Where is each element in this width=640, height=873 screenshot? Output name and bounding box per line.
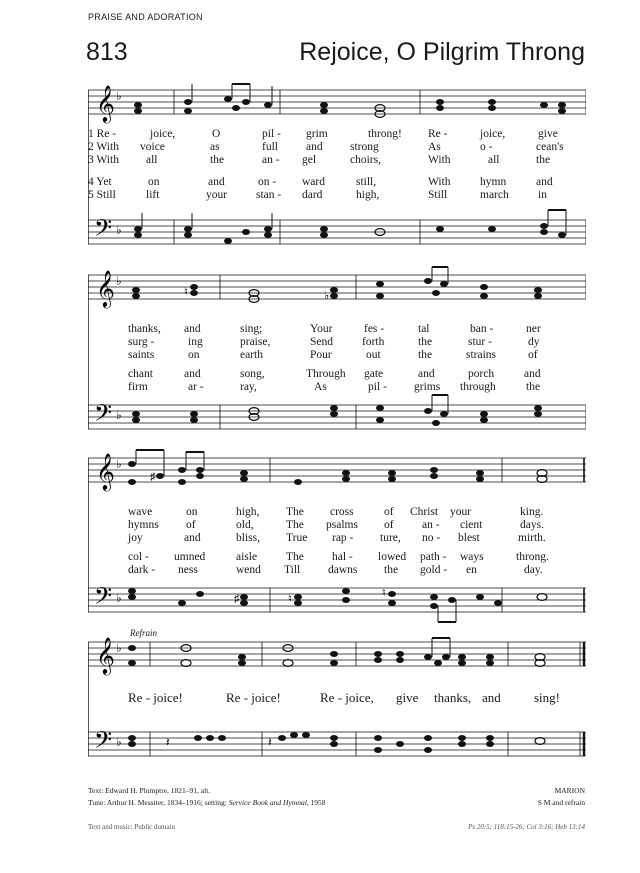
refrain-lyric-5: thanks, [434,690,472,705]
lyric-syllable: and [184,323,201,335]
lyric-syllable: stan - [256,189,282,201]
lyric-syllable: and [184,368,201,380]
svg-text:𝄢: 𝄢 [94,582,113,615]
lyric-syllable: in [538,189,547,201]
lyric-syllable: wave [128,506,153,518]
lyric-syllable: aisle [236,551,258,563]
svg-text:𝄽: 𝄽 [268,735,272,749]
lyric-syllable: ness [178,564,198,576]
lyric-syllable: king. [520,506,544,518]
svg-text:𝄞: 𝄞 [96,269,115,307]
lyric-syllable: choirs, [350,154,381,166]
lyric-syllable: chant [128,368,153,380]
lyric-syllable: 4 Yet [88,176,112,188]
lyric-syllable: O [212,128,221,140]
lyric-syllable: umned [174,551,206,563]
lyric-syllable: True [286,532,308,544]
lyric-syllable: Re - [428,128,448,140]
lyric-syllable: surg - [128,336,155,348]
svg-text:𝄽: 𝄽 [166,735,170,749]
lyric-syllable: of [384,519,394,531]
lyric-syllable: grims [414,381,441,393]
lyric-syllable: an - [262,154,280,166]
lyric-syllable: and [536,176,553,188]
lyric-syllable: joy [128,532,143,544]
hymn-number: 813 [86,38,128,66]
tune-credit: Tune: Arthur H. Messiter, 1834–1916; setting: Service Book and Hymnal, 1958 [88,798,326,807]
refrain-lyric-7: sing! [534,690,560,705]
tune-name: MARION [554,786,585,795]
lyric-syllable: tal [418,323,430,335]
lyric-syllable: gel [302,154,317,166]
svg-text:♭: ♭ [116,591,122,605]
text-credit: Text: Edward H. Plumptre, 1821–91, alt. [88,786,211,795]
lyric-syllable: song, [240,368,265,380]
lyric-syllable: firm [128,381,148,393]
lyric-syllable: hal - [332,551,353,563]
refrain-lyric-4: give [396,690,419,705]
lyric-syllable: The [286,551,304,563]
lyric-syllable: stur - [468,336,492,348]
lyric-syllable: thanks, [128,323,161,335]
svg-text:♭: ♭ [116,457,122,471]
staff-notation-1 [88,80,586,270]
music-system-refrain [88,632,586,782]
lyric-syllable: 5 Still [88,189,116,201]
svg-text:♭: ♭ [116,89,122,103]
lyric-syllable: march [480,189,509,201]
lyric-syllable: Pour [310,349,332,361]
lyric-syllable: day. [524,564,543,576]
lyric-syllable: lift [146,189,160,201]
section-label: PRAISE AND ADORATION [88,12,203,22]
svg-text:♭: ♭ [116,223,122,237]
lyric-syllable: Through [306,368,346,380]
lyric-syllable: fes - [364,323,385,335]
lyric-syllable: en [466,564,477,576]
lyric-syllable: the [384,564,399,576]
lyric-syllable: grim [306,128,328,140]
music-system-1 [88,80,586,270]
lyric-syllable: days. [520,519,544,531]
lyric-syllable: rap - [332,532,354,544]
lyric-syllable: ar - [188,381,204,393]
lyric-syllable: strains [466,349,497,361]
lyric-syllable: cross [330,506,354,518]
lyric-syllable: cean's [536,141,564,153]
lyric-syllable: the [418,349,433,361]
lyric-syllable: high, [236,506,260,518]
lyric-syllable: out [366,349,381,361]
lyric-syllable: ray, [240,381,257,393]
svg-text:♯: ♯ [150,471,156,483]
svg-text:♭: ♭ [324,290,330,302]
svg-text:♮: ♮ [184,286,188,298]
lyric-syllable: through [460,381,496,393]
lyric-syllable: Your [310,323,333,335]
lyric-syllable: and [184,532,201,544]
refrain-lyric-3: Re - joice, [320,690,374,705]
svg-text:𝄞: 𝄞 [96,452,115,490]
svg-text:𝄢: 𝄢 [94,726,113,759]
svg-text:♭: ♭ [116,408,122,422]
lyric-syllable: give [538,128,558,140]
lyric-syllable: col - [128,551,149,563]
lyric-syllable: The [286,519,304,531]
refrain-lyric-6: and [482,690,501,705]
lyric-syllable: Till [284,564,301,576]
lyric-syllable: gate [364,368,384,380]
lyric-syllable: praise, [240,336,271,348]
lyric-syllable: and [418,368,435,380]
lyric-syllable: full [262,141,278,153]
lyric-syllable: throng! [368,128,402,140]
lyric-syllable: ner [526,323,541,335]
lyric-syllable: an - [422,519,440,531]
refrain-label: Refrain [130,628,157,638]
lyric-syllable: throng. [516,551,549,563]
svg-text:𝄞: 𝄞 [96,636,115,674]
lyric-syllable: bliss, [236,532,260,544]
lyric-syllable: gold - [420,564,448,576]
lyric-syllable: high, [356,189,380,201]
svg-text:𝄢: 𝄢 [94,399,113,432]
lyric-syllable: hymns [128,519,159,531]
lyric-syllable: voice [140,141,165,153]
lyric-syllable: 2 With [88,141,119,153]
lyric-syllable: your [450,506,472,518]
lyric-syllable: all [488,154,500,166]
lyric-syllable: lowed [378,551,407,563]
lyric-syllable: Send [310,336,333,348]
lyric-syllable: on - [258,176,277,188]
lyric-syllable: the [210,154,225,166]
refrain-lyric-2: Re - joice! [226,690,281,705]
refrain-lyric-1: Re - joice! [128,690,183,705]
lyric-syllable: With [428,176,451,188]
lyric-syllable: ban - [470,323,494,335]
lyric-syllable: ward [302,176,325,188]
lyric-syllable: hymn [480,176,507,188]
lyric-syllable: of [528,349,538,361]
hymn-title: Rejoice, O Pilgrim Throng [299,38,585,66]
lyric-syllable: path - [420,551,447,563]
lyric-syllable: of [384,506,394,518]
lyric-syllable: on [186,506,198,518]
lyric-syllable: wend [236,564,261,576]
staff-notation-refrain [88,632,586,782]
svg-text:♯: ♯ [234,593,240,605]
lyric-syllable: the [418,336,433,348]
lyric-syllable: of [186,519,196,531]
lyric-syllable: 1 Re - [88,128,117,140]
lyric-syllable: all [146,154,158,166]
copyright-notice: Text and music: Public domain [88,823,175,831]
lyric-syllable: on [188,349,200,361]
lyric-syllable: saints [128,349,155,361]
svg-text:♮: ♮ [382,587,386,599]
lyric-syllable: still, [356,176,377,188]
lyric-syllable: joice, [150,128,176,140]
lyric-syllable: cient [460,519,483,531]
lyric-syllable: dard [302,189,323,201]
lyric-syllable: earth [240,349,263,361]
lyric-syllable: dy [528,336,540,348]
meter: S M and refrain [537,798,585,807]
scripture-references: Ps 20:5; 118:15-26; Col 3:16; Heb 13:14 [468,823,585,831]
lyric-syllable: the [526,381,541,393]
lyric-syllable: ing [188,336,203,348]
lyric-syllable: psalms [326,519,358,531]
lyric-syllable: joice, [480,128,506,140]
svg-text:𝄢: 𝄢 [94,214,113,247]
lyric-syllable: ways [460,551,484,563]
lyric-syllable: pil - [368,381,387,393]
lyric-syllable: mirth. [518,532,546,544]
lyric-syllable: old, [236,519,254,531]
lyric-syllable: As [314,381,327,393]
lyric-syllable: on [148,176,160,188]
lyric-syllable: blest [458,532,480,544]
lyric-syllable: As [428,141,441,153]
lyric-syllable: forth [362,336,385,348]
lyric-syllable: Christ [410,506,439,518]
lyric-syllable: Still [428,189,448,201]
lyric-syllable: and [524,368,541,380]
svg-text:♭: ♭ [116,274,122,288]
lyric-syllable: 3 With [88,154,119,166]
lyric-syllable: the [536,154,551,166]
svg-text:♭: ♭ [116,735,122,749]
lyric-syllable: The [286,506,304,518]
svg-text:𝄞: 𝄞 [96,84,115,122]
svg-text:♮: ♮ [288,593,292,605]
lyric-syllable: With [428,154,451,166]
lyric-syllable: pil - [262,128,281,140]
music-system-2 [88,265,586,445]
lyric-syllable: your [206,189,228,201]
lyric-syllable: dawns [328,564,358,576]
lyric-syllable: porch [468,368,495,380]
lyric-syllable: no - [422,532,441,544]
lyric-syllable: as [210,141,220,153]
lyric-syllable: and [306,141,323,153]
svg-text:♭: ♭ [116,641,122,655]
lyric-syllable: and [208,176,225,188]
lyric-syllable: dark - [128,564,156,576]
lyric-syllable: strong [350,141,379,153]
lyric-syllable: o - [480,141,493,153]
music-system-3 [88,448,586,628]
lyric-syllable: sing; [240,323,263,335]
lyric-syllable: ture, [380,532,401,544]
